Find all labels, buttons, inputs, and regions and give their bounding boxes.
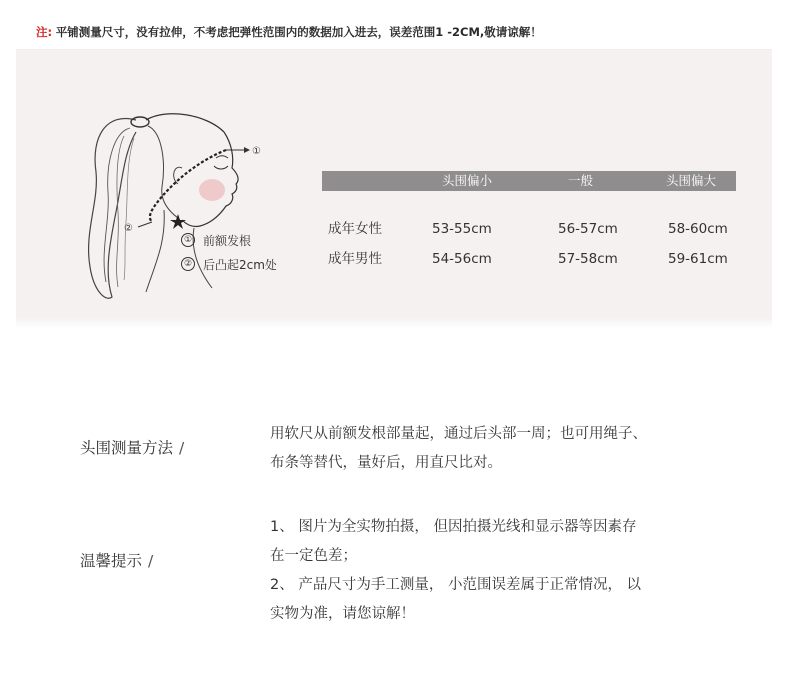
size-table-header: [322, 171, 736, 191]
size-cell: 57-58cm: [558, 251, 618, 267]
separator: /: [179, 439, 185, 457]
marker-two: ②: [124, 223, 133, 234]
tips-label: [80, 549, 153, 571]
measurement-legend: [181, 228, 277, 276]
size-cell: 54-56cm: [432, 251, 492, 267]
header-small: 头围偏小: [442, 173, 493, 188]
table-row: [322, 214, 736, 244]
legend-text: 后凸起2cm处: [203, 257, 277, 272]
head-illustration: [66, 92, 266, 322]
method-label: [80, 436, 184, 458]
method-line: 用软尺从前额发根部量起，通过后头部一周；也可用绳子、: [270, 426, 647, 442]
legend-item: [181, 228, 277, 252]
size-chart-panel: [16, 50, 772, 318]
tips-line: 在一定色差；: [270, 548, 357, 564]
method-label-text: 头围测量方法: [80, 439, 174, 457]
legend-text: 前额发根: [203, 233, 252, 248]
tips-line: 1、 图片为全实物拍摄， 但因拍摄光线和显示器等因素存: [270, 519, 637, 535]
separator: /: [148, 552, 154, 570]
tips-text: [270, 513, 740, 629]
note-text: 平铺测量尺寸，没有拉伸，不考虑把弹性范围内的数据加入进去，误差范围1 -2CM,敬请谅解！: [55, 25, 542, 39]
row-label: 成年女性: [328, 221, 382, 237]
size-cell: 53-55cm: [432, 221, 492, 237]
row-label: 成年男性: [328, 251, 382, 267]
legend-number: ①: [181, 233, 195, 247]
method-line: 布条等替代，量好后，用直尺比对。: [270, 455, 502, 471]
tips-line: 实物为准，请您谅解！: [270, 606, 415, 622]
method-text: [270, 420, 740, 478]
size-note-bar: [16, 14, 772, 50]
table-row: [322, 244, 736, 274]
size-cell: 58-60cm: [668, 221, 728, 237]
size-cell: 56-57cm: [558, 221, 618, 237]
note-label: 注:: [36, 25, 53, 39]
tips-line: 2、 产品尺寸为手工测量， 小范围误差属于正常情况， 以: [270, 577, 642, 593]
marker-one: ①: [252, 146, 261, 157]
legend-number: ②: [181, 257, 195, 271]
header-normal: 一般: [568, 173, 594, 188]
tips-label-text: 温馨提示: [80, 552, 143, 570]
legend-item: [181, 252, 277, 276]
size-cell: 59-61cm: [668, 251, 728, 267]
header-large: 头围偏大: [666, 173, 717, 188]
size-table: [322, 171, 736, 274]
